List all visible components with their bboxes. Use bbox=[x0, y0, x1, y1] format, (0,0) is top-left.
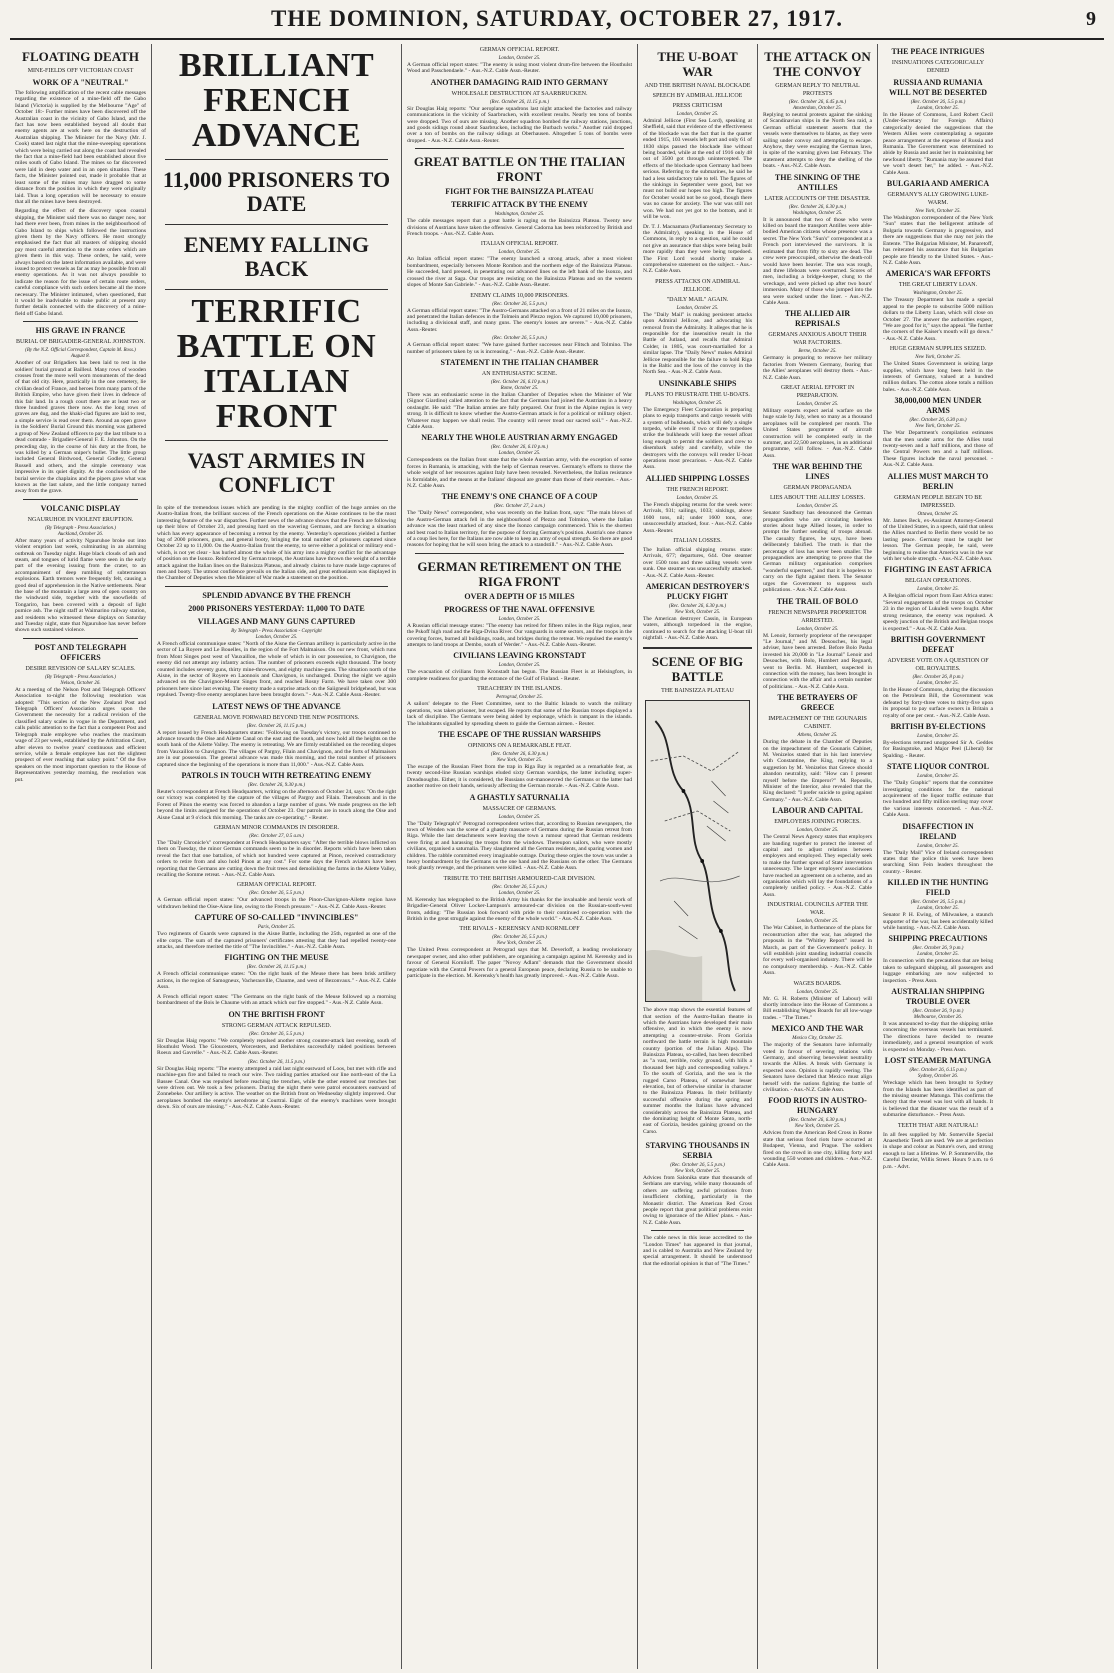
column-4 bbox=[638, 44, 758, 1669]
subheadline: GERMAN PEOPLE BEGIN TO BE IMPRESSED. bbox=[894, 494, 982, 509]
article-paragraph: Correspondents on the Italian front state that the whole Austrian army, with the exception of some forces in Rumania, is attacking, with the help of German reserves. Germany's efforts to throw the whole weight of her resources against Italy have been revealed. Nevertheless, the Italian resistance is formidable, and the means at the Italians' disposal are greater than those of their enemies. - Aus.-N.Z. Cable Assn. bbox=[407, 457, 632, 489]
article-paragraph: Mr. James Beck, ex-Assistant Attorney-General of the United States, in a speech, said that unless the Allies marched to Berlin there would be no lasting peace. Germany must be taught her lesson. The German people, he said, were beginning to realise that America was in the war with her whole strength. - Aus.-N.Z. Cable Assn. bbox=[883, 517, 993, 563]
article-paragraph: A German official report states: "The enemy is using most violent drum-fire between the Houthulst Wood and Passchendaele." - Aus.-N.Z. Cable Assn.-Reuter. bbox=[407, 62, 632, 75]
subheadline: DESIRE REVISION OF SALARY SCALES. bbox=[25, 665, 136, 672]
dateline: (Rec. October 27, 0.5 a.m.) bbox=[249, 834, 304, 839]
dateline: (Rec. October 26, 6.30 p.m.) bbox=[668, 603, 727, 609]
article-paragraph: The "Daily Telegraph's" Petrograd correspondent writes that, according to Russian newspapers, the town of Wenden was the scene of a ghastly massacre of Germans during the Russian retreat from Riga. While the last detachments were leaving the town a rumour spread that German residents were firing at and harassing the troops from the windows. Thereupon sailors, who were mostly civilians, organised a saturnalia. They slaughtered all the German residents, and sparing women and children. The rabble committed every imaginable outrage. During these orgies the town was under a heavy bombardment by the Germans on the one hand and the Russians on the other. The Germans took ghastly revenge, and the prisoners were killed. - Aus.-N.Z. Cable Assn. bbox=[407, 820, 632, 872]
column-2 bbox=[152, 44, 402, 1669]
dateline: London, October 25. bbox=[498, 890, 541, 896]
subheadline: OPINIONS ON A REMARKABLE FEAT. bbox=[467, 742, 572, 749]
article-paragraph: The following amplification of the recent cable messages regarding the existence of a mine-field off the Gabo Island (Victoria) is supplied by the Melbourne "Age" of October 18:- Further mines have been discovered off the Australian coast in the vicinity of Gabo Island, and the fact has now been established beyond all doubt that enemy agents are at work here on the destruction of Australian shipping. The Minister for the Navy (Mr. J. Cook) stated last night that the mine-sweeping operations which were being carried out along the coast had revealed the fact that a mine-field had been established about five miles south of Gabo Island. The mines so far discovered were laid in deep water and in an open situation. These facts, the Minister pointed out, made it probable that at least some of the mines may have dragged to some distance from the position in which they were originally laid. Thus a long operation will be necessary to ensure that all the mines have been destroyed. bbox=[15, 90, 146, 205]
dateline: (Rec. October 26, 6.10 p.m.) bbox=[490, 379, 549, 385]
article-paragraph: The "Daily Mail" Vice of Ireland correspondent states that the police this week have been searching Sinn Fein leaders throughout the country. - Reuter. bbox=[883, 849, 993, 875]
article-paragraph: The majority of the Senators have informally voted in favour of severing relations with Germany, and observing benevolent neutrality towards the Allies. A break with Germany is expected soon. Opinion is rapidly veering. The Senators have declared that Mexico must align herself with the nations fighting the battle of civilisation. - Aus.-N.Z. Cable Assn. bbox=[763, 1042, 872, 1093]
headline: MEXICO AND THE WAR bbox=[771, 1024, 864, 1034]
article-paragraph: There was an enthusiastic scene in the Italian Chamber of Deputies when the Minister of War (Signor Giardino) called attention to the fact that the Germans had joined the Austrians in a heavy onslaught. He said: "The Italian armies are fully prepared. Our front in the Alpine region is very strong. It is difficult to know whether the Austro-German attack is for a political or military object. Whatever may happen we shall resist. The country will never tread our sacred soil." - Aus.-N.Z. Cable Assn. bbox=[407, 391, 632, 430]
headline: BRITISH GOVERNMENT DEFEAT bbox=[890, 634, 986, 654]
masthead bbox=[10, 0, 1104, 40]
dateline: (Rec. October 26, 11.15 p.m.) bbox=[489, 99, 550, 105]
headline: ON THE BRITISH FRONT bbox=[228, 1009, 325, 1019]
column-3 bbox=[402, 44, 638, 1669]
dateline: August 8. bbox=[71, 354, 90, 360]
article-paragraph: The Treasury Department has made a special appeal to the people to subscribe 5000 million dollars to the Liberty Loan, which will close on October 27. The answer the authorities expect, "We are good for it," says the appeal. "Be further the corners of the Kaiser's mouth will go down." - Aus.-N.Z. Cable Assn. bbox=[883, 297, 993, 342]
dateline: New York, October 25. bbox=[674, 1168, 721, 1174]
article-paragraph: The "Daily Chronicle's" correspondent at French Headquarters says: "After the terrible blows inflicted on them on Tuesday, the minor German commands seem to be in disorder. Reports which have been taken reveal the fact that one battalion, of which not hundred were captured at Pinon, received contradictory orders to retire from and also hold Pinon at any cost." For some days the French aviators have been reporting that the Germans are cutting down the fruit trees and demolishing the farms in the Ailette Valley, recalling the Somme retreat. - Aus.-N.Z. Cable Assn. bbox=[157, 840, 396, 879]
headline: THE PEACE INTRIGUES bbox=[891, 47, 985, 56]
dateline: (Rec. October 26, 6.15 p.m.) bbox=[909, 1068, 967, 1074]
subheadline: BURIAL OF BRIGADIER-GENERAL JOHNSTON. bbox=[15, 339, 146, 346]
subheadline: 2000 PRISONERS YESTERDAY: 11,000 TO DATE bbox=[188, 603, 365, 613]
divider bbox=[23, 321, 138, 322]
headline: SPLENDID ADVANCE BY THE FRENCH bbox=[202, 590, 351, 600]
article-paragraph: The War Department's compilation estimates that the men under arms for the Allies total twenty-seven and a half millions, and those of the Central Powers ten and a half millions. These figures include the naval personnel. - Aus.-N.Z. Cable Assn. bbox=[883, 430, 993, 469]
dateline: Rome, October 25. bbox=[500, 385, 539, 391]
divider bbox=[165, 224, 388, 225]
dateline: London, October 25. bbox=[796, 919, 839, 925]
dateline: (Rec. October 26, 11.15 p.m.) bbox=[246, 965, 307, 971]
subheadline: EMPLOYERS JOINING FORCES. bbox=[774, 819, 861, 826]
dateline: (Rec. October 26, 5.5 p.m.) bbox=[910, 100, 966, 105]
dateline: London, October 25. bbox=[917, 906, 959, 912]
article-paragraph: A French official communique states: "North of the Aisne the German artillery is particularly active in the sector of La Royere and Le Bouelles, in the region of the Fort Malmaison. On our new front, which runs from Mont Singes post west of Vauxaillon, the whole of which is in our possession, to Chavignon, the enemy did not attempt any infantry action. The number of prisoners exceeds eight thousand. The booty counted includes seventy guns, thirty mine-throwers, and eighty machine-guns. The situation north of the Aisne, in the sector of Royere en Laonnois and Chavignon, is unchanged. During the night we again advanced on the Chavignon-Mount Singes front, and reached Rosny Farm. We have taken over 300 prisoners here since last evening. The enemy made a surprise attack on the Saiigneuil bridgehead, but was repulsed. Twenty-five enemy aeroplanes have been brought down." - Aus.-N.Z. Cable Assn.-Reuter. bbox=[157, 640, 396, 699]
article-paragraph: A German official report states: "Our advanced troops in the Pinon-Chavignon-Ailette region have withdrawn behind the Oise-Aisne line, owing to the French pressure." - Aus.-N.Z. Cable Assn.-Reuter. bbox=[157, 897, 396, 910]
headline: BULGARIA AND AMERICA bbox=[886, 179, 990, 189]
article-paragraph: By-elections returned unopposed Sir A. Geddes for Basingstoke, and Major Peel (Liberal) for Spalding. - Reuter. bbox=[883, 739, 993, 759]
advertisement-title: TEETH THAT ARE NATURAL! bbox=[897, 1122, 979, 1129]
headline: CAPTURE OF SO-CALLED "INVINCIBLES" bbox=[194, 913, 359, 923]
dateline: (Rec. October 26, 11.5 p.m.) bbox=[248, 1059, 305, 1065]
subheadline: PRESS CRITICISM bbox=[672, 103, 723, 109]
dateline: Auckland, October 26. bbox=[57, 531, 104, 537]
dateline: London, October 25. bbox=[498, 56, 541, 61]
dateline: London, October 25. bbox=[796, 989, 839, 995]
dateline: London, October 25. bbox=[498, 250, 541, 256]
headline: AUSTRALIAN SHIPPING TROUBLE OVER bbox=[891, 987, 985, 1007]
subheadline: TRIBUTE TO THE BRITISH ARMOURED-CAR DIVISION. bbox=[443, 875, 596, 882]
dateline: (Rec. October 26, 6.45 p.m.) bbox=[788, 100, 847, 105]
article-paragraph: The United States Government is seizing large supplies, which have long been held in the interests of Germany, valued at a hundred million dollars. The cotton alone totals a million bales. - Aus.-N.Z. Cable Assn. bbox=[883, 361, 993, 393]
article-paragraph: A sailors' delegate to the Fleet Committee, sent to the Baltic Islands to watch the military operations, was taken prisoner, but escaped. He reports that some of the Russian troops displayed a lack of discipline. The Germans were being aided by espionage, which is rampant in the islands. The inhabitants signalled by spreading sheets to guide the German airmen. - Reuter. bbox=[407, 701, 632, 727]
article-paragraph: M. Kerensky has telegraphed to the British Army his thanks for the invaluable and heroic work of Brigadier-General Oliver Locker-Lampson's armoured-car division on the Russian-south-west fronts, adding: "The Russian look forward with pride to their continued co-operation with the British in the great struggle against the enemy of the whole world." - Aus.-N.Z. Cable Assn. bbox=[407, 896, 632, 922]
divider bbox=[165, 159, 388, 160]
article-paragraph: The United Press correspondent at Petrograd says that M. Deverloff, a leading revolutionary newspaper owner, and also other publishers, are organising a campaign against M. Kerensky and in favour of General Korniloff. The paper "Novoy Adlam" demands that the Government should negotiate with the Central Powers for a general European peace, declaring Russia to be unable to participate in the election. M. Kerensky's health has greatly improved. - Aus.-N.Z. Cable Assn. bbox=[407, 947, 632, 980]
subheadline: THE BAINSIZZA PLATEAU bbox=[661, 687, 734, 694]
subheadline: OVER A DEPTH OF 15 MILES bbox=[464, 591, 575, 601]
subheadline: WHOLESALE DESTRUCTION AT SAARBRUCKEN. bbox=[451, 90, 588, 97]
headline: ALLIES MUST MARCH TO BERLIN bbox=[887, 471, 989, 491]
divider bbox=[23, 638, 138, 639]
article-paragraph: The Central News Agency states that employers are banding together to protect the interest of capital and to adjust relations between employers and employed. They especially seek to make the further spread of State intervention unnecessary. The larger employers' associations have reached an agreement on a scheme, and an organisation which will lay the foundations of a completely unified policy. - Aus.-N.Z. Cable Assn. bbox=[763, 834, 872, 898]
headline: KILLED IN THE HUNTING FIELD bbox=[887, 878, 989, 898]
divider bbox=[643, 647, 752, 649]
divider bbox=[651, 1230, 744, 1231]
headline: STATEMENT IN THE ITALIAN CHAMBER bbox=[440, 357, 599, 367]
subheadline: ENEMY CLAIMS 10,000 PRISONERS. bbox=[470, 292, 569, 299]
dateline: (Rec. October 26, 6.30 p.m.) bbox=[909, 418, 967, 424]
article-paragraph: A Russian official message states: "The enemy has retired for fifteen miles in the Riga region, near the Pskoff high road and the Riga-Dvina River. Our vanguards in some sectors, and the troops in the covering forces, burned all buildings, roads, and bridges during the retreat. We repulsed the enemy's attempts to land troops at Dembo, south of Werder." - Aus.-N.Z. Cable Assn.-Reuter. bbox=[407, 622, 632, 649]
column-1 bbox=[10, 44, 152, 1669]
main-headline: TERRIFIC BATTLE ON ITALIAN FRONT bbox=[176, 293, 377, 435]
subheadline: THE RIVALS - KERENSKY AND KORNILOFF bbox=[459, 926, 580, 933]
article-paragraph: Advices from Salonika state that thousands of Serbians are starving, while many thousands of others are suffering awful privations from insufficient clothing, particularly in the Monastir district. The American Red Cross people report that great political problems exist owing to ignorance of the Allies' plans. - Aus.-N.Z. Cable Assn. bbox=[643, 1174, 752, 1226]
headline: STATE LIQUOR CONTROL bbox=[887, 762, 989, 772]
dateline: Nelson, October 26. bbox=[60, 680, 101, 686]
dateline: (Rec. October 26, 6.30 p.m.) bbox=[788, 204, 847, 210]
headline: NEARLY THE WHOLE AUSTRIAN ARMY ENGAGED bbox=[421, 433, 618, 443]
dateline: (Rec. October 26, 9 p.m.) bbox=[912, 946, 964, 952]
subheadline: LIES ABOUT THE ALLIES' LOSSES. bbox=[769, 495, 866, 502]
map-drawing bbox=[646, 701, 749, 1001]
article-paragraph: Advices from the American Red Cross in Rome state that serious food riots have occurred at Budapest, Vienna, and Prague. The soldiers fired on the crowd in one city, killing forty and wounding 550 women and children. - Aus.-N.Z. Cable Assn. bbox=[763, 1130, 872, 1169]
byline: (By Telegraph - Press Association.) bbox=[45, 674, 116, 680]
headline: SHIPPING PRECAUTIONS bbox=[888, 934, 988, 944]
headline: ANOTHER DAMAGING RAID INTO GERMANY bbox=[430, 77, 609, 87]
headline: LATEST NEWS OF THE ADVANCE bbox=[212, 701, 341, 711]
headline: THE U-BOAT WAR bbox=[657, 49, 738, 79]
headline: HIS GRAVE IN FRANCE bbox=[35, 326, 126, 336]
article-paragraph: The "Daily Graphic" reports that the committee investigating conditions for the national acquirement of the liquor traffic estimate that two hundred and fifty million sterling may cover the various interests concerned. - Aus.-N.Z. Cable Assn. bbox=[883, 780, 993, 819]
dateline: (Rec. October 26, 5.5 p.m.) bbox=[910, 900, 966, 906]
dateline: London, October 25. bbox=[498, 616, 541, 622]
subheadline: INSINUATIONS CATEGORICALLY DENIED bbox=[891, 60, 985, 74]
dateline: Mexico City, October 25. bbox=[792, 1036, 843, 1042]
dateline: (Rec. October 26, 5.5 p.m.) bbox=[670, 1162, 725, 1168]
page-number: 9 bbox=[1086, 7, 1096, 30]
headline: THE BETRAYERS OF GREECE bbox=[777, 693, 858, 713]
subheadline: SPEECH BY ADMIRAL JELLICOE bbox=[652, 93, 743, 99]
dateline: London, October 25. bbox=[796, 828, 839, 834]
divider bbox=[23, 499, 138, 500]
headline: POST AND TELEGRAPH OFFICERS bbox=[34, 642, 127, 662]
dateline: (Rec. October 26, 6.30 p.m.) bbox=[788, 1118, 847, 1124]
dateline: (Rec. October 26, 6.10 p.m.) bbox=[490, 445, 549, 451]
headline: THE TRAIL OF BOLO bbox=[776, 596, 859, 606]
headline: LOST STEAMER MATUNGA bbox=[884, 1056, 992, 1066]
headline: GREAT BATTLE ON THE ITALIAN FRONT bbox=[413, 154, 626, 185]
article-paragraph: In the House of Commons, during the discussion on the Petroleum Bill, the Government was defeated by forty-three votes to thirty-five upon its proposal to pay surface owners in Britain a royalty of one per cent. - Aus.-N.Z. Cable Assn. bbox=[883, 686, 993, 719]
dateline: London, October 25. bbox=[917, 843, 959, 849]
subheadline: HUGE GERMAN SUPPLIES SEIZED. bbox=[889, 346, 987, 353]
dateline: New York, October 25. bbox=[496, 941, 543, 947]
dateline: Berne, October 25. bbox=[798, 349, 837, 355]
dateline: London, October 25. bbox=[676, 112, 719, 117]
subheadline: ADVERSE VOTE ON A QUESTION OF OIL ROYALTIES. bbox=[887, 657, 989, 672]
dateline: London, October 25. bbox=[917, 733, 959, 739]
subheadline: ITALIAN LOSSES. bbox=[673, 537, 722, 544]
headline: STARVING THOUSANDS IN SERBIA bbox=[645, 1140, 750, 1160]
dateline: Washington, October 25. bbox=[494, 212, 545, 218]
dateline: New York, October 25. bbox=[794, 1124, 841, 1130]
article-paragraph: A German official report states: "The Austro-Germans attacked on a front of 21 miles on the Isonzo, and penetrated the Italian defences in the Tolmein and Plezzo region. We captured 10,000 prisoners, including a divisional staff, and many guns. The enemy's losses are severe." - Aus.-N.Z. Cable Assn.-Reuter. bbox=[407, 307, 632, 333]
subheadline: WORK OF A "NEUTRAL" bbox=[32, 78, 129, 87]
divider bbox=[165, 289, 388, 290]
divider bbox=[415, 148, 624, 149]
masthead-title: THE DOMINION, SATURDAY, OCTOBER 27, 1917. bbox=[270, 6, 843, 31]
dateline: (Rec. October 26, 5.5 p.m.) bbox=[249, 891, 304, 897]
dateline: London, October 25. bbox=[676, 495, 719, 501]
subheadline: PLANS TO FRUSTRATE THE U-BOATS. bbox=[645, 391, 750, 398]
article-paragraph: It was announced to-day that the shipping strike concerning the overseas vessels has terminated. The directions have decided to resume immediately, and a general resumption of work is expected on Monday. - Press Assn. bbox=[883, 1021, 993, 1053]
headline: ALLIED SHIPPING LOSSES bbox=[645, 473, 750, 483]
subheadline: GERMAN OFFICIAL REPORT. bbox=[479, 47, 560, 53]
dateline: (Rec. October 26, 9 p.m.) bbox=[912, 1009, 964, 1015]
advertisement-text: In all fees supplied by Mr. Somerville Special Anaesthetic Teeth are used. We are at perfection in shape and colour as Nature's own, and strong enough to last a lifetime. W. P. Sommerville, the Careful Dentist, Willis Street. Hours 9 a.m. to 6 p.m. - Advt. bbox=[883, 1131, 993, 1170]
subheadline: WAGES BOARDS. bbox=[793, 980, 842, 987]
dateline: Petrograd, October 25. bbox=[496, 695, 543, 701]
article-paragraph: The cable messages report that a great battle is raging on the Bainsizza Plateau. Twenty new divisions of Austrians have taken the offensive. General Cadorna has been reinforced by British and French troops. - Aus.-N.Z. Cable Assn. bbox=[407, 218, 632, 238]
subheadline: IMPEACHMENT OF THE GOUNARIS CABINET. bbox=[768, 716, 867, 731]
article-paragraph: Wreckage which has been brought to Sydney from the Islands has been identified as part of the missing steamer Matunga. This confirms the theory that the vessel was lost with all hands. It is believed that the disaster was the result of a submarine disturbance. - Press Assn. bbox=[883, 1080, 993, 1119]
headline: FOOD RIOTS IN AUSTRO-HUNGARY bbox=[768, 1096, 867, 1116]
subheadline: STRONG GERMAN ATTACK REPULSED. bbox=[221, 1022, 332, 1029]
article-paragraph: In spite of the tremendous issues which are pending in the mighty conflict of the huge armies on the Austro-Italian front, the brilliant success of the French operations on the Aisne continues to be the most interesting feature of the war dispatches. Further news of the advance shows that the French are following up their blow of October 23, and pressing hard on the wavering Germans, and are forcing a situation which has every appearance of becoming a retreat by the enemy. Yesterday's operations yielded a further bag of 2000 prisoners, guns, and general booty, bringing the total number of prisoners captured since October 23 up to 11,000. On the Austro-Italian front the enemy, to serve either a political or military end - which, is not yet clear - has hurled almost the whole of his army into a mighty conflict for the advantage of position on the Isonzo. Reinforced by German troops, the Austrians have thrown the weight of a terrible attack against the Italian lines on the Bainsizza Plateau, and already claims to have made large captures of men and booty. The utmost confidence prevails on the Italian side, and great enthusiasm was displayed in the Chamber of Deputies when the Minister of War made a statement on the position. bbox=[157, 505, 396, 582]
article-paragraph: Sir Douglas Haig reports: "Our aeroplane squadrons last night attacked the factories and railway communications in the vicinity of Saarbrucken, with excellent results. Nearly ten tons of bombs were dropped. Two of ours are missing. Another squadron bombed the railway stations, junctions, and goods sidings round about Saarbrucken, including the Burbach works." Another raid dropped over a ton of bombs on the railway sidings at Oberhausen. Altogether 5 tons of bombs were dropped. - Aus.-N.Z. Cable Assn.-Reuter. bbox=[407, 105, 632, 144]
article-paragraph: A report issued by French Headquarters states: "Following on Tuesday's victory, our troops continued to advance towards the Oise and Ailette Canal on the east and the south, and now hold all the heights on the south bank of the Ailette Valley. The enemy is retreating. We are firmly established on the receding slopes from Vauxaillon to Chavignon. The villages of Pargny, Filain and Chavignon, and the forts of Malmaison are in our possession. The general advance was made this morning, and the total number of prisoners captured since the beginning of the operations is more than 11,000." - Aus.-N.Z. Cable Assn. bbox=[157, 729, 396, 768]
byline: By Telegraph - Press Association - Copyright bbox=[231, 628, 322, 634]
article-paragraph: At a meeting of the Nelson Post and Telegraph Officers' Association to-night the following resolution was adopted: "This section of the New Zealand Post and Telegraph Officers' Association urges upon the Government the necessity for a radical revision of the classified salary scales in vogue in the Department, and calls public attention to the fact that a competent Post and Telegraph male employee who reaches the maximum wage of 23 per week, established by the Arbitration Court, after eleven to twelve years' continuous and efficient service, while a female employee has not the slightest prospect of ever reaching that salary point." Of the five speakers on the most important question to the House of Representatives yesterday morning, the resolution was put. bbox=[15, 686, 146, 783]
dateline: London, October 25. bbox=[917, 680, 959, 686]
divider bbox=[165, 440, 388, 441]
dateline: Melbourne, October 26. bbox=[913, 1015, 963, 1021]
byline: (By the N.Z. Official Correspondent, Captain M. Ross.) bbox=[25, 348, 136, 354]
article-paragraph: Another of our Brigadiers has been laid to rest in the soldiers' burial ground at Bailleul. Many rows of wooden crosses front the more well worn monuments of the dead of that old city. Here, practically in the one cemetery, lie civilian dead of France, and heroes from many parts of the British Empire, who have given their lives in defence of this fair land. In a rough court there are at least two or three hundred graves there now. As the long rows of graves are dug, and the khaki-clad figures are laid to rest, a simple service is read over them. Around an open grave in the Soldiers' Burial Ground this morning was gathered a group of New Zealand officers to pay the last tribute to a dead comrade - Brigadier-General F. E. Johnston. On the preceding day, in the course of his duty at the front, he was killed by a German sniper's bullet. The little group included General Birdwood, General Godley, General Russell and others, and the simple ceremony was impressive in its quiet dignity. At the conclusion of the burial service the chaplains and the pipers gave what was known as the last salute, and the little company turned away from the grave. bbox=[15, 360, 146, 495]
dateline: London, October 25. bbox=[796, 626, 839, 632]
dateline: (Rec. October 26, 6.30 p.m.) bbox=[490, 751, 549, 757]
article-paragraph: The "Daily News" correspondent, who was recently on the Italian front, says: "The main blows of the Austro-German attack fell in the neighbourhood of Plezzo and Tolmino, where the Italian advance was the least marked of any since the Isonzo campaign commenced. This is the shortest and best road to Italian territory, for the purpose of forcing Germany's position. Austria's one chance of a coup lies here, for the Italians are now able to keep an army of equal strength. So there are good reasons for hoping that he will soon bring the attack to a standstill." - Aus.-N.Z. Cable Assn. bbox=[407, 510, 632, 549]
subheadline: VILLAGES AND MANY GUNS CAPTURED bbox=[197, 616, 356, 626]
byline: (By Telegraph - Press Association.) bbox=[45, 525, 116, 531]
subheadline: "DAILY MAIL" AGAIN. bbox=[666, 296, 729, 303]
headline: UNSINKABLE SHIPS bbox=[658, 378, 737, 388]
headline: THE ENEMY'S ONE CHANCE OF A COUP bbox=[441, 492, 598, 502]
headline: ENEMY FALLING BACK bbox=[183, 232, 370, 281]
subheadline: RUSSIA AND RUMANIA WILL NOT BE DESERTED bbox=[888, 78, 988, 97]
headline: FIGHTING ON THE MEUSE bbox=[224, 953, 329, 963]
dateline: London, October 25. bbox=[676, 305, 719, 311]
subheadline: NGAURUHOE IN VIOLENT ERUPTION. bbox=[27, 516, 134, 523]
dateline: (Rec. October 26, 5.5 p.m.) bbox=[249, 1031, 304, 1037]
headline: BRITISH BY-ELECTIONS bbox=[890, 721, 986, 731]
divider bbox=[415, 553, 624, 554]
dateline: Ottawa, October 25. bbox=[917, 511, 959, 517]
article-paragraph: Sir Douglas Haig reports: "We completely repulsed another strong counter-attack last evening, south of Houthulst Wood. The Gloucesters, Worcesters, and Berkshires successfully raided positions between Roeux and Gavrelle." - Aus.-N.Z. Cable Assn.-Reuter. bbox=[157, 1037, 396, 1057]
article-paragraph: Regarding the effect of the discovery upon coastal shipping, the Minister said there was no danger now, nor had there ever been, from mines in the neighbourhood of Gabo Island to ships which followed the instructions given them by the Navy officers. He most strongly emphasised the fact that all masters of shipping should pay most careful attention to the route orders which are given them in this way. These orders, he said, were always based on the latest information available, and were issued to protect vessels as far as may be possible from all enemy operations. As it was not always possible to indicate the reason for the issue of certain route orders, careful compliance with such orders became all the more necessary. The Minister intimated, when questioned, that it would be inadvisable to make public at present any further details connected with the discovery of a mine-field off Gabo Island. bbox=[15, 208, 146, 317]
dateline: (Rec. October 26, 5.5 p.m.) bbox=[492, 301, 547, 307]
article-paragraph: Dr. T. J. Macnamara (Parliamentary Secretary to the Admiralty), speaking in the House of Commons, in reply to a question, said he could not give an assurance that ships were being built more rapidly than they were being torpedoed. The First Lord would shortly make a comprehensive statement on the subject. - Aus.-N.Z. Cable Assn. bbox=[643, 223, 752, 275]
dateline: London, October 25. bbox=[917, 106, 959, 111]
article-paragraph: Senator Sandbury has denounced the German propagandists who are circulating baseless stories about huge Allied losses, in order to prompt the further sending of troops abroad. The casualty figures, he says, have been deliberately falsified. The truth is that the percentage of loss has never been smaller. The propagandists are attempting to prove that the German military organisation comprises "wonderful supermen," and that it is hopeless to carry on the fight against them. The Senator urges the Government to suppress such publications. - Aus.-N.Z. Cable Assn. bbox=[763, 510, 872, 594]
article-paragraph: Reuter's correspondent at French Headquarters, writing on the afternoon of October 24, says: "On the right our victory was completed by the capture of the villages of Pargny and Filain. Thereabouts and in the Forest of Pinon the enemy was forced to abandon a large number of guns. We made progress on the left beyond the limits assigned for the operations of October 23. Our patrols are in touch along the Oise and Aisne Canal at 9 o'clock this morning. The tanks are co-operating." - Reuter. bbox=[157, 788, 396, 821]
article-paragraph: The French shipping returns for the week were: Arrivals, 931; sailings, 1033; sinkings, above 1600 tons, nil; under 1600 tons, one; unsuccessfully attacked, four. - Aus.-N.Z. Cable Assn.-Reuter. bbox=[643, 501, 752, 534]
columns bbox=[10, 44, 1104, 1669]
headline: 11,000 PRISONERS TO DATE bbox=[162, 167, 391, 216]
divider bbox=[165, 586, 388, 587]
subheadline: INDUSTRIAL COUNCILS AFTER THE WAR. bbox=[767, 902, 868, 917]
article-paragraph: The "Daily Mail" is making persistent attacks upon Admiral Jellicoe, and advocating his removal from the Admiralty. It alleges that he is responsible for the insensitive result in the Battle of Jutland, and recalls that Admiral Colder, in 1805, was court-martialled for a similar lapse. The "Daily News" makes Admiral Jellicoe responsible for the failure to hold Riga in the Baltic and the loss of the convoy in the North Sea. - Aus.-N.Z. Cable Assn. bbox=[643, 311, 752, 376]
dateline: (Rec. October 26, 9.30 p.m.) bbox=[247, 782, 306, 788]
article-paragraph: The Washington correspondent of the New York "Sun" states that the belligerent attitude of Bulgaria towards Germany is progressive, and there are suggestions that she may not join the Entente. "The Bulgarian Minister, M. Panaretoff, has reiterated his assurance that his Bulgarian people are friendly to the United States. - Aus.-N.Z. Cable Assn. bbox=[883, 215, 993, 266]
headline: VOLCANIC DISPLAY bbox=[40, 503, 121, 513]
article-paragraph: An Italian official report states: "The enemy launched a strong attack, after a most violent bombardment, especially between Monte Rombon and the northern edge of the Bainsizza Plateau. He succeeded, hard pressed, in penetrating our advanced lines on the left bank of the Isonzo, and crossed the river at Saga. Our troops are resisting on the Bainsizza Plateau and on the western slopes of Monte San Gabriele." - Aus.-N.Z. Cable Assn.-Reuter. bbox=[407, 256, 632, 289]
subheadline: TERRIFIC ATTACK BY THE ENEMY bbox=[450, 200, 589, 210]
article-paragraph: Replying to neutral protests against the sinking of Scandinavian ships in the North Sea raid, a German official statement asserts that the vessels were themselves to blame, as they were sailing under convoy and attempting to escape. Anyhow, they were escaping the German laws, in spite of the warning given last February. The statement attempts to deny the shelling of the boats. - Aus.-N.Z. Cable Assn. bbox=[763, 112, 872, 170]
subheadline: GERMAN MINOR COMMANDS IN DISORDER. bbox=[213, 825, 340, 831]
dateline: Washington, October 25. bbox=[792, 210, 843, 216]
article-paragraph: It is announced that two of those who were killed on board the transport Antilles were able-bodied American citizens whose presence was a secret. The New York "Sun's" correspondent at a French port interviewed the survivors. It is estimated that from fifty to sixty are dead. The crew were preoccupied, otherwise the death-roll would have been heavier. The sea was rough, and three lifeboats were overturned. Scores of men, including a bridge-keeper, clung to the wreckage, and were picked up after two hours' immersion. Many of those who jumped into the sea were sucked under the liner. - Aus.-N.Z. Cable Assn. bbox=[763, 216, 872, 306]
headline: A GHASTLY SATURNALIA bbox=[469, 792, 570, 802]
dateline: London, October 25. bbox=[796, 504, 839, 510]
dateline: Washington, October 25. bbox=[672, 400, 723, 406]
dateline: New York, October 25. bbox=[674, 609, 721, 615]
subheadline: MINE-FIELDS OFF VICTORIAN COAST bbox=[27, 68, 134, 74]
dateline: (Rec. October 27, 2 a.m.) bbox=[494, 504, 545, 510]
dateline: London, October 25. bbox=[498, 663, 541, 669]
dateline: London, October 25. bbox=[917, 587, 959, 593]
article-paragraph: In connection with the precautions that are being taken to safeguard shipping, all passengers and luggage embarking are now subjected to inspection. - Press Assn. bbox=[883, 958, 993, 984]
article-paragraph: A French official report states: "The Germans on the right bank of the Meuse followed up a morning bombardment of the Bois le Chaume with an attack which our fire stopped." - Aus.-N.Z. Cable Assn. bbox=[157, 993, 396, 1007]
article-paragraph: A German official report states: "We have gained further successes near Flitsch and Tolmino. The number of prisoners taken by us is increasing." - Aus.-N.Z. Cable Assn.-Reuter. bbox=[407, 342, 632, 355]
headline: THE ATTACK ON THE CONVOY bbox=[764, 49, 871, 79]
dateline: Athens, October 25. bbox=[797, 733, 838, 739]
dateline: Washington, October 25. bbox=[913, 291, 963, 297]
dateline: London, October 25. bbox=[255, 634, 298, 640]
dateline: London, October 25. bbox=[796, 401, 839, 407]
headline: LABOUR AND CAPITAL bbox=[772, 806, 863, 816]
article-paragraph: After many years of activity Ngauruhoe broke out into violent eruption last week, culminating in an alarming outbreak on Tuesday night. Huge black clouds of ash and steam, and tongues of lurid flame were seen in the early part of the evening issuing from the crater, to an accompaniment of deep rumbling of subterranean explosions. Earth tremors were frequently felt, causing a good deal of apprehension in the Native settlements. Near the base of the mountain a large area of open country on the windward side, together with the snowfields of Tongariro, has been covered with a deposit of light pumice ash. The night staff at Waimarino railway station, and residents who witnessed these displays on Saturday and Tuesday night, state that Ngauruhoe has never before shown such sustained violence. bbox=[15, 537, 146, 634]
battle-map bbox=[645, 700, 750, 1002]
article-paragraph: A Belgian official report from East Africa states: "Several engagements of the troops on October 23 in the region of Lukuledi were fought. After strong resistance, the enemy was repulsed. A speedy junction of the British and Belgian troops is expected." - Aus.-N.Z. Cable Assn. bbox=[883, 593, 993, 632]
subheadline: GERMANS ANXIOUS ABOUT THEIR WAR FACTORIES. bbox=[768, 332, 867, 347]
article-paragraph: The War Cabinet, in furtherance of the plans for reconstruction after the war, has adopted the proposals in the "Whitley Report" issued in March, as part of the Government's policy. It will establish joint standing industrial councils for every well-organised industry. There will be no compulsory membership. - Aus.-N.Z. Cable Assn. bbox=[763, 925, 872, 977]
subheadline: AND THE BRITISH NAVAL BLOCKADE bbox=[644, 83, 751, 89]
dateline: Paris, October 25. bbox=[257, 925, 296, 931]
headline: GERMAN RETIREMENT ON THE RIGA FRONT bbox=[417, 558, 622, 589]
subheadline: GERMAN REPLY TO NEUTRAL PROTESTS bbox=[775, 83, 860, 97]
subheadline: THE FRENCH REPORT. bbox=[666, 486, 729, 493]
column-5 bbox=[758, 44, 878, 1669]
article-paragraph: Admiral Jellicoe (First Sea Lord), speaking at Sheffield, said that evidence of the effectiveness of the blockade was the fact that in the quarter ended 1915, 103 vessels left port and only 61 of 1830 ships passed the blockade line without being boarded, while at the end of 1916 only 48 out of 3500 got through unintercepted. The effects of the blockade upon Germany had been serious. Referring to the submarines, he said he had a less satisfactory tale to tell. The figures of the sinkings in September were good, but we must not build our hopes too high. The figures for October would not be so good, though there was no cause for anxiety. The war was still not won. We had not yet got to the bottom, and it will be won. bbox=[643, 118, 752, 221]
dateline: London, October 25. bbox=[917, 952, 959, 958]
headline: FIGHTING IN EAST AFRICA bbox=[884, 565, 992, 575]
dateline: New York, October 25. bbox=[915, 424, 961, 430]
article-paragraph: The Italian official shipping returns state: Arrivals, 677; departures, 644. One steamer over 1500 tons and three sailing vessels were sunk. One steamer was unsuccessfully attacked. - Aus.-N.Z. Cable Assn.-Reuter. bbox=[643, 546, 752, 579]
subheadline: BELGIAN OPERATIONS. bbox=[905, 578, 971, 585]
article-paragraph: Military experts expect aerial warfare on the huge scale by July, when so many as a thousand aeroplanes will be completed per month. The United States programme of aircraft construction will be completed early in the summer, and 22,500 aeroplanes, in an additional programme, will follow. - Aus.-N.Z. Cable Assn. bbox=[763, 407, 872, 459]
headline: AMERICA'S WAR EFFORTS bbox=[885, 269, 991, 279]
subheadline: FRENCH NEWSPAPER PROPRIETOR ARRESTED. bbox=[768, 609, 867, 624]
headline: THE SINKING OF THE ANTILLES bbox=[774, 172, 861, 192]
headline: PATROLS IN TOUCH WITH RETREATING ENEMY bbox=[181, 770, 372, 780]
footnote: The cable news in this issue accredited to the "London Times" has appeared in that journal, and is cabled to Australia and New Zealand by special arrangement. It should be understood that the editorial opinion is that of "The Times." bbox=[643, 1235, 752, 1267]
dateline: New York, October 25. bbox=[496, 757, 543, 763]
dateline: New York, October 25. bbox=[915, 209, 961, 215]
subheadline: TREACHERY IN THE ISLANDS. bbox=[477, 686, 562, 693]
subheadline: FIGHT FOR THE BAINSIZZA PLATEAU bbox=[445, 187, 594, 197]
subheadline: GERMAN OFFICIAL REPORT. bbox=[236, 882, 317, 889]
dateline: London, October 25. bbox=[498, 451, 541, 457]
subheadline: GENERAL MOVE FORWARD BEYOND THE NEW POSITIONS. bbox=[193, 714, 360, 721]
article-paragraph: The evacuation of civilians from Kronstadt has begun. The Russian Fleet is at Helsingfors, in complete readiness for guarding the entrance of the Gulf of Finland. - Reuter. bbox=[407, 669, 632, 682]
article-paragraph: In the House of Commons, Lord Robert Cecil (Under-Secretary for Foreign Affairs) categorically denied the suggestions that the Western Allies were contemplating a separate peace arrangement at the expense of Russia and Rumania. The Government was determined to abide by Russia and assist her in maintaining her newfound liberty. "Rumania may be assured that we won't desert her," he added. - Aus.-N.Z. Cable Assn. bbox=[883, 112, 993, 176]
subheadline: PRESS ATTACKS ON ADMIRAL JELLICOE. bbox=[655, 278, 740, 293]
article-paragraph: The Emergency Fleet Corporation is preparing plans to equip transports and cargo vessels with a system of bulkheads, which will defy a single torpedo, while even if two or three torpedoes strike the bulkheads will keep the vessel afloat long enough to permit the soldiers and crew to disembark safely and carefully, while the destroyers with the convoys will render U-boat operations most precarious. - Aus.-N.Z. Cable Assn. bbox=[643, 406, 752, 471]
dateline: (Rec. October 26, 5.5 p.m.) bbox=[492, 935, 547, 941]
subheadline: MASSACRE OF GERMANS. bbox=[482, 805, 557, 812]
headline: VAST ARMIES IN CONFLICT bbox=[187, 448, 366, 497]
headline: 38,000,000 MEN UNDER ARMS bbox=[894, 396, 982, 416]
dateline: London, October 25. bbox=[917, 774, 959, 780]
column-6 bbox=[878, 44, 998, 1669]
article-paragraph: Two regiments of Guards were captured in the Aisne Battle, including the 25th, regarded as one of the elite corps. The sum of the captured prisoners' certificates attesting that they had repelled twenty-one attacks, and therefore merited the title of "The Invincibles." - Aus.-N.Z. Cable Assn. bbox=[157, 931, 396, 951]
subheadline: GERMANY'S ALLY GROWING LUKE-WARM. bbox=[887, 192, 989, 207]
article-paragraph: The escape of the Russian Fleet from the trap in Riga Bay is regarded as a remarkable feat, as twenty second-line Russian warships eluded sixty German warships, the latter including super-Dreadnoughts. Either, it is considered, the Russians out-manoeuvred the Germans or the latter had another motive on their hands, seriously affecting the German morale. - Aus.-N.Z. Cable Assn. bbox=[407, 763, 632, 790]
dateline: (Rec. October 26, 8 p.m.) bbox=[912, 674, 964, 680]
dateline: New York, October 25. bbox=[915, 355, 961, 361]
subheadline: GREAT AERIAL EFFORT IN PREPARATION. bbox=[780, 384, 855, 399]
headline: CIVILIANS LEAVING KRONSTADT bbox=[453, 651, 586, 661]
subheadline: ITALIAN OFFICIAL REPORT. bbox=[480, 241, 559, 248]
map-caption: The above map shows the essential features of that section of the Austro-Italian theatre in which the Austrians have developed their main offensive, and in which the enemy is now attempting a counter-stroke. From Gorizia northward the battle terrain is high mountain country (portion of the Julian Alps). The Bainsizza Plateau, so-called, has been described as "a vast, terrible, rocky ground, with hills a thousand feet high and corresponding valleys." To the south of Gorizia, and the sea is the rugged Carso Plateau, of somewhat lesser elevation, but of otherwise similar in character to the Bainsizza Plateau. In their brilliantly successful offensive during the spring and summer months the Italians have advanced considerably across the Bainsizza Plateau, and the dominating height of Monte Santo, north-east of Gorizia, besides gaining ground on the Carso. bbox=[643, 1007, 752, 1135]
subheadline: AN ENTHUSIASTIC SCENE. bbox=[481, 370, 558, 377]
subheadline: GERMAN PROPAGANDA bbox=[783, 485, 852, 492]
subheadline: THE GREAT LIBERTY LOAN. bbox=[898, 282, 978, 289]
headline: THE ALLIED AIR REPRISALS bbox=[784, 309, 851, 329]
headline: THE ESCAPE OF THE RUSSIAN WARSHIPS bbox=[438, 729, 601, 739]
dateline: London, October 25. bbox=[498, 814, 541, 820]
article-paragraph: M. Lenoir, formerly proprietor of the newspaper "Le Journal," and M. Desouches, his legal adviser, have been arrested. Before Bolo Pasha invested his 20,000 in "Le Journal" Lenoir and Desouches, with Bolo, Humbert and Regnard, went to Berlin. M. Humbert, suspected in connection with the money, has been brought in connection with the affair and a certain number of politicians. - Aus.-N.Z. Cable Assn. bbox=[763, 632, 872, 690]
article-paragraph: Mr. G. H. Roberts (Minister of Labour) will shortly introduce into the House of Commons a Bill establishing Wages Boards for all low-wage trades. - "The Times." bbox=[763, 995, 872, 1021]
headline: SCENE OF BIG BATTLE bbox=[651, 653, 744, 684]
subheadline: PROGRESS OF THE NAVAL OFFENSIVE bbox=[444, 604, 595, 614]
subheadline: LATER ACCOUNTS OF THE DISASTER. bbox=[764, 195, 871, 202]
headline: AMERICAN DESTROYER'S PLUCKY FIGHT bbox=[645, 581, 750, 601]
article-paragraph: Senator P. H. Ewing, of Milwaukee, a staunch supporter of the war, has been accidentally killed while hunting. - Aus.-N.Z. Cable Assn. bbox=[883, 912, 993, 932]
article-paragraph: Sir Douglas Haig reports: "The enemy attempted a raid last night eastward of Loos, but met with rifle and machine-gun fire and failed to reach our wire. Two raiding parties attacked our line north-east of the La Bassee Canal. One was repulsed before reaching the trenches, while the other entered our trenches but were driven out. We took a few prisoners. During the night there were patrol encounters eastward of Zonnebeke. Our artillery is active. The weather on the British front on Wednesday slightly improved. Our aeroplanes bombed the enemy's aerodrome at Courtrai. Eight of the enemy's machines were brought down. Six of ours are missing." - Aus.-N.Z. Cable Assn.-Reuter. bbox=[157, 1065, 396, 1111]
article-paragraph: The American destroyer Cassin, in European waters, although torpedoed in the engine, continued to search for the attacking U-boat till nightfall. - Aus.-N.Z. Cable Assn. bbox=[643, 615, 752, 642]
article-paragraph: A French official communique states: "On the right bank of the Meuse there has been brisk artillery actions, in the region of Samogneux, Vacherauville, Chaume, and west of Bezonvaux." - Aus.-N.Z. Cable Assn. bbox=[157, 971, 396, 991]
dateline: Amsterdam, October 25. bbox=[793, 106, 842, 111]
dateline: (Rec. October 26, 5.5 p.m.) bbox=[492, 884, 547, 890]
main-headline: BRILLIANT FRENCH ADVANCE bbox=[178, 47, 375, 154]
headline: DISAFFECTION IN IRELAND bbox=[902, 821, 974, 841]
headline: FLOATING DEATH bbox=[22, 49, 139, 64]
dateline: (Rec. October 26, 5.5 p.m.) bbox=[492, 336, 547, 342]
article-paragraph: Germany is preparing to remove her military factories from Western Germany, fearing that the Allies' aeroplanes will destroy them. - Aus.-N.Z. Cable Assn. bbox=[763, 355, 872, 381]
article-paragraph: During the debate in the Chamber of Deputies on the impeachment of the Gounaris Cabinet, M. Venizelos stated that in his last interview with Constantine, the King, replying to a suggestion by M. Venizelos that Greece should abandon neutrality, said: "How can I present myself before the Emperor?" M. Repoulis, Minister of the Interior, also revealed that the King declared: "I prefer suicide to going against Germany." - Aus.-N.Z. Cable Assn. bbox=[763, 739, 872, 803]
dateline: (Rec. October 26, 11.15 p.m.) bbox=[246, 723, 307, 729]
dateline: Sydney, October 26. bbox=[917, 1074, 959, 1080]
headline: THE WAR BEHIND THE LINES bbox=[772, 462, 863, 482]
